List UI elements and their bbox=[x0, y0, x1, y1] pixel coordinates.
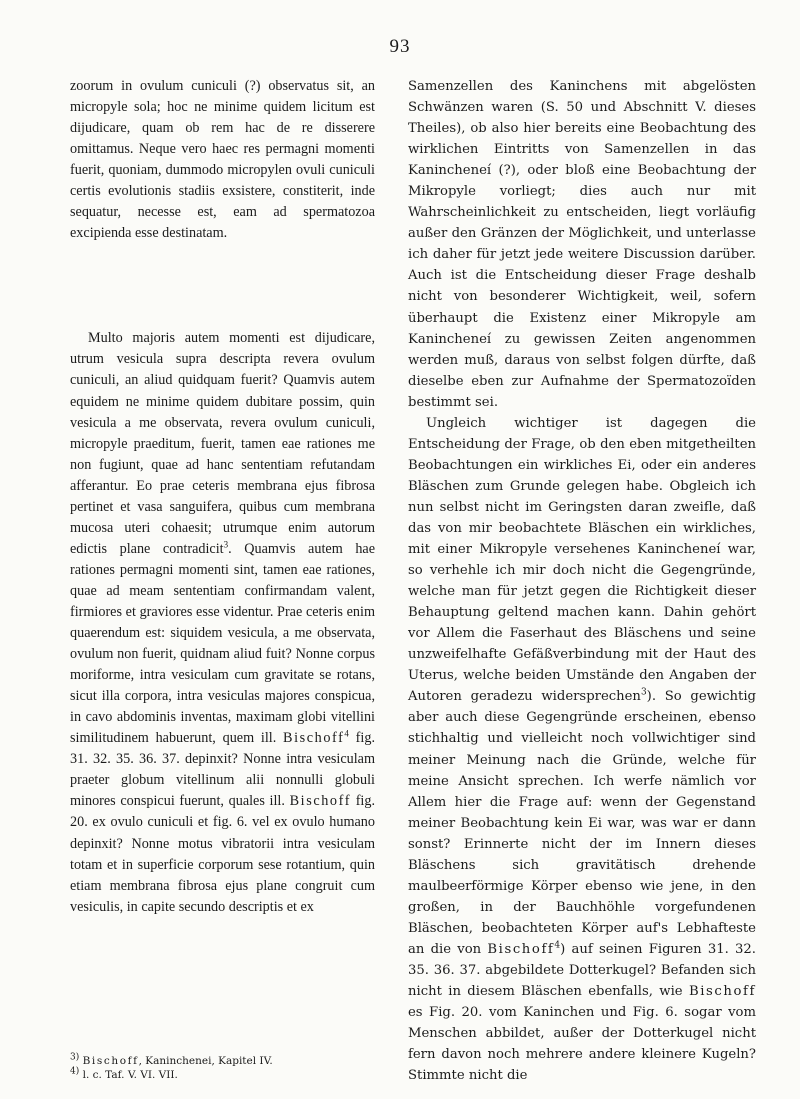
page-number: 93 bbox=[389, 36, 411, 57]
author-name: Bischoff bbox=[487, 941, 555, 957]
german-column bbox=[408, 76, 756, 1086]
latin-text-segment: . Quamvis autem hae rationes permagni momenti sint, tamen eae rationes, quae ad meam sententiam confirmandam valent, firmiores et graviores esse videntur. Prae ceteris enim quaerendum est: siquidem vesicula, a me observata, ovulum non fuerit, quidnam aliud fuit? Nonne corpus moriforme, intra vesiculam cum gravitate se rotans, sicut illa corpora, intra vesiculas majores conspicua, in cavo abdominis inventas, maximam globi vitellini similitudinem habuerunt, quem ill. bbox=[70, 540, 376, 747]
german-text-segment: es Fig. 20. vom Kaninchen und Fig. 6. sogar vom Menschen abbildet, außer der Dotterkugel nicht fern davon noch mehrere andere kleinere Kugeln? Stimmte nicht die bbox=[408, 1005, 756, 1084]
latin-paragraph-1: zoorum in ovulum cuniculi (?) observatus sit, an micropyle sola; hoc ne minime quidem licitum est dijudicare, quam ob rem hac de re disserere omittamus. Neque vero haec res permagni momenti fuerit, quoniam, dummodo micropylen ovuli cuniculi certis evolutionis stadiis exsistere, constiterit, inde sequatur, necesse est, eam ad spermatozoa excipienda esse destinatam. bbox=[70, 78, 375, 242]
footnote-ref-3[interactable]: 3 bbox=[223, 539, 229, 550]
german-paragraph-2 bbox=[408, 413, 756, 1087]
footnote-ref-3[interactable]: 3 bbox=[640, 687, 647, 698]
footnote-ref-4[interactable]: 4 bbox=[554, 940, 561, 951]
author-name: Bischoff bbox=[688, 984, 756, 1000]
german-text-segment: ). So gewichtig aber auch diese Gegengründe erscheinen, ebenso stichhaltig und vielleicht noch vollwichtiger sind meiner Meinung nach die Gründe, welche für meine Ansicht sprechen. Ich werfe nämlich vor Allem hier die Frage auf: wenn der Gegenstand meiner Beobachtung kein Ei war, was war er dann sonst? Erinnerte nicht der im Innern dieses Bläschens sich gravitätisch drehende maulbeerförmige Körper ebenso wie jene, in den großen, in der Bauchhöhle vorgefundenen Bläschen, beobachteten Körper auf's Lebhafteste an die von bbox=[408, 689, 756, 957]
german-paragraph-1: Samenzellen des Kaninchens mit abgelösten Schwänzen waren (S. 50 und Abschnitt V. dieses Theiles), ob also hier bereits eine Beobachtung des wirklichen Eintritts von Samenzellen in das Kanincheneí (?), oder bloß eine Beobachtung der Mikropyle vorliegt; dies auch nur mit Wahrscheinlichkeit zu entscheiden, liegt vorläufig außer den Gränzen der Möglichkeit, und unterlasse ich daher für jetzt jede weitere Discussion darüber. Auch ist die Entscheidung dieser Frage deshalb nicht von besonderer Wichtigkeit, weil, sofern überhaupt die Existenz einer Mikropyle am Kanincheneí zu gewissen Zeiten angenommen werden muß, daraus von selbst folgen dürfte, daß dieselbe eben zur Aufnahme der Spermatozoïden bestimmt sei. bbox=[408, 79, 756, 410]
footnote-marker: 3) bbox=[70, 1052, 80, 1063]
german-text-segment: Ungleich wichtiger ist dagegen die Entscheidung der Frage, ob den eben mitgetheilten Beobachtungen ein wirkliches Ei, oder ein anderes Bläschen zum Grunde gelegen habe. Obgleich ich nun selbst nicht im Geringsten daran zweifle, daß das von mir beobachtete Bläschen ein wirkliches, mit einer Mikropyle versehenes Kanincheneí war, so verhehle ich mir doch nicht die Gegengründe, welche man für jetzt gegen die Richtigkeit dieser Behauptung geltend machen kann. Dahin gehört vor Allem die Faserhaut des Bläschens und seine unzweifelhafte Gefäßverbindung mit der Haut des Uterus, welche beiden Umstände den Angaben der Autoren geradezu widersprechen bbox=[408, 415, 756, 705]
german-text-segment: ) auf seinen Figuren 31. 32. 35. 36. 37. abgebildete Dotterkugel? Befanden sich nicht in diesem Bläschen ebenfalls, wie bbox=[408, 941, 756, 1000]
latin-column bbox=[70, 76, 375, 918]
footnote-4 bbox=[70, 1068, 430, 1082]
latin-paragraph-2 bbox=[70, 328, 375, 917]
latin-text-segment: fig. 31. 32. 35. 36. 37. depinxit? Nonne intra vesiculam praeter globum vitellinum alii nonnulli globuli minores conspicui fuerunt, quales ill. bbox=[70, 730, 375, 810]
footnote-author: Bischoff bbox=[82, 1055, 139, 1067]
author-name: Bischoff bbox=[289, 793, 352, 810]
footnote-text: , Kaninchenei, Kapitel IV. bbox=[138, 1055, 273, 1067]
footnote-marker: 4) bbox=[70, 1066, 80, 1077]
author-name: Bischoff bbox=[283, 730, 345, 747]
footnote-text: l. c. Taf. V. VI. VII. bbox=[82, 1069, 178, 1081]
footnotes bbox=[70, 1054, 430, 1082]
latin-text-segment: Multo majoris autem momenti est dijudicare, utrum vesicula supra descripta revera ovulum cuniculi, an aliud quidquam fuerit? Quamvis autem equidem ne minime quidem dubitare possim, quin vesicula a me observata, revera ovulum cuniculi, micropyle praeditum, fuerit, tamen eae rationes me non fugiunt, quae ad hanc sententiam refutandam afferantur. Eo prae ceteris membrana ejus fibrosa pertinet et vasa sanguifera, quibus cum membrana mucosa uteri cohaesit; utrumque enim autorum edictis plane contradicit bbox=[70, 330, 375, 557]
footnote-ref-4[interactable]: 4 bbox=[344, 728, 349, 739]
footnote-3 bbox=[70, 1054, 430, 1068]
latin-text-segment: fig. 20. ex ovulo cuniculi et fig. 6. vel ex ovulo humano depinxit? Nonne motus vibratorii intra vesiculam totam et in superficie corporum sese rotantium, quin etiam membrana fibrosa ejus plane congruit cum vesiculis, in capite secundo descriptis et ex bbox=[70, 793, 375, 915]
